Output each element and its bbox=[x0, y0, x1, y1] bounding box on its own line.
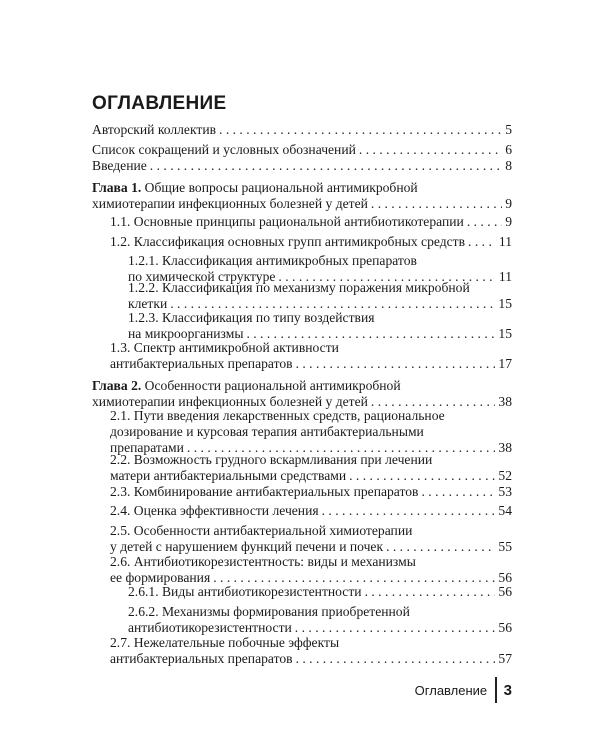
toc-entry-abbreviations[interactable] bbox=[92, 142, 512, 158]
leader-dots bbox=[349, 468, 495, 484]
toc-entry-1-1[interactable] bbox=[110, 214, 512, 230]
toc-entry-2-6-2[interactable] bbox=[128, 604, 512, 636]
toc-entry-title: 2.1. Пути введения лекарственных средств, рациональное bbox=[110, 408, 445, 423]
toc-entry-page: 15 bbox=[498, 326, 512, 341]
leader-dots bbox=[296, 651, 496, 667]
toc-entry-title: 2.4. Оценка эффективности лечения bbox=[110, 503, 319, 518]
toc-entry-title: 2.3. Комбинирование антибактериальных препаратов bbox=[110, 484, 419, 499]
toc-entry-title: 2.6. Антибиотикорезистентность: виды и механизмы bbox=[110, 554, 416, 569]
toc-entry-2-6-1[interactable] bbox=[128, 584, 512, 600]
toc-entry-title-cont: ее формирования bbox=[110, 570, 211, 585]
toc-entry-title: 2.2. Возможность грудного вскармливания при лечении bbox=[110, 452, 433, 467]
leader-dots bbox=[150, 158, 502, 174]
leader-dots bbox=[468, 234, 496, 250]
page-number: 3 bbox=[503, 681, 512, 699]
toc-entry-title: Авторский коллектив bbox=[92, 122, 217, 137]
toc-entry-title: 1.2.2. Классификация по механизму поражения микробной bbox=[128, 280, 470, 295]
chapter-label: Глава 2. bbox=[92, 378, 142, 393]
toc-entry-title-cont: на микроорганизмы bbox=[128, 326, 244, 341]
toc-entry-title-cont: антибактериальных препаратов bbox=[110, 356, 293, 371]
toc-entry-2-3[interactable] bbox=[110, 484, 512, 500]
toc-entry-page: 56 bbox=[498, 570, 512, 585]
page-footer bbox=[415, 678, 512, 702]
toc-entry-title-cont: дозирование и курсовая терапия антибактериальными bbox=[110, 424, 424, 439]
toc-entry-2-5[interactable] bbox=[110, 523, 512, 555]
leader-dots bbox=[296, 356, 496, 372]
toc-entry-title-cont: химиотерапии инфекционных болезней у детей bbox=[92, 196, 368, 211]
toc-entry-title: 2.7. Нежелательные побочные эффекты bbox=[110, 635, 340, 650]
toc-entry-title: 2.6.2. Механизмы формирования приобретенной bbox=[128, 604, 410, 619]
toc-entry-title: Введение bbox=[92, 158, 147, 173]
toc-entry-page: 56 bbox=[498, 620, 512, 635]
toc-entry-page: 53 bbox=[498, 484, 512, 499]
toc-entry-title: Особенности рациональной антимикробной bbox=[141, 378, 401, 393]
toc-entry-1-2-3[interactable] bbox=[128, 310, 512, 342]
toc-entry-chapter-1[interactable] bbox=[92, 180, 512, 212]
footer-divider bbox=[495, 677, 497, 703]
toc-entry-title: 1.3. Спектр антимикробной активности bbox=[110, 340, 339, 355]
toc-entry-authors[interactable] bbox=[92, 122, 512, 138]
toc-entry-introduction[interactable] bbox=[92, 158, 512, 174]
leader-dots bbox=[359, 142, 502, 158]
toc-entry-page: 56 bbox=[498, 584, 512, 599]
page-title: ОГЛАВЛЕНИЕ bbox=[92, 93, 227, 114]
toc-entry-title-cont: химиотерапии инфекционных болезней у детей bbox=[92, 394, 368, 409]
toc-entry-title-cont: клетки bbox=[128, 296, 168, 311]
leader-dots bbox=[467, 214, 502, 230]
toc-entry-title: 1.2.1. Классификация антимикробных препаратов bbox=[128, 253, 417, 268]
toc-entry-title: 1.1. Основные принципы рациональной антибиотикотерапии bbox=[110, 214, 464, 229]
leader-dots bbox=[295, 620, 496, 636]
leader-dots bbox=[371, 196, 502, 212]
toc-entry-title: 2.6.1. Виды антибиотикорезистентности bbox=[128, 584, 362, 599]
toc-entry-page: 9 bbox=[505, 196, 512, 211]
chapter-label: Глава 1. bbox=[92, 180, 142, 195]
toc-entry-page: 55 bbox=[498, 539, 512, 554]
toc-entry-page: 11 bbox=[498, 269, 512, 284]
toc-entry-page: 9 bbox=[505, 214, 512, 229]
toc-entry-2-6[interactable] bbox=[110, 554, 512, 586]
toc-entry-title: Список сокращений и условных обозначений bbox=[92, 142, 356, 157]
toc-entry-chapter-2[interactable] bbox=[92, 378, 512, 410]
toc-entry-1-2-2[interactable] bbox=[128, 280, 512, 312]
toc-entry-title: 1.2. Классификация основных групп антимикробных средств bbox=[110, 234, 466, 249]
toc-entry-1-2[interactable] bbox=[110, 234, 512, 250]
toc-entry-2-4[interactable] bbox=[110, 503, 512, 519]
toc-entry-title-cont: антибактериальных препаратов bbox=[110, 651, 293, 666]
leader-dots bbox=[219, 122, 502, 138]
toc-entry-title-cont: препаратами bbox=[110, 440, 184, 455]
toc-entry-title-cont: у детей с нарушением функций печени и почек bbox=[110, 539, 384, 554]
footer-section-label: Оглавление bbox=[414, 682, 488, 698]
leader-dots bbox=[386, 539, 495, 555]
toc-entry-2-2[interactable] bbox=[110, 452, 512, 484]
toc-entry-page: 52 bbox=[498, 468, 512, 483]
toc-entry-page: 17 bbox=[498, 356, 512, 371]
toc-entry-page: 54 bbox=[498, 503, 512, 518]
toc-entry-title-cont: матери антибактериальными средствами bbox=[110, 468, 347, 483]
toc-entry-2-1[interactable] bbox=[110, 408, 512, 456]
toc-entry-2-7[interactable] bbox=[110, 635, 512, 667]
toc-entry-title-cont: по химической структуре bbox=[128, 269, 276, 284]
toc-entry-page: 57 bbox=[498, 651, 512, 666]
leader-dots bbox=[322, 503, 496, 519]
toc-entry-page: 38 bbox=[498, 394, 512, 409]
toc-entry-page: 5 bbox=[505, 122, 512, 137]
toc-entry-page: 8 bbox=[505, 158, 512, 173]
leader-dots bbox=[421, 484, 495, 500]
toc-entry-page: 38 bbox=[498, 440, 512, 455]
toc-entry-title: 1.2.3. Классификация по типу воздействия bbox=[128, 310, 375, 325]
toc-entry-page: 11 bbox=[498, 234, 512, 249]
toc-entry-title: Общие вопросы рациональной антимикробной bbox=[141, 180, 418, 195]
toc-entry-1-3[interactable] bbox=[110, 340, 512, 372]
toc-entry-page: 6 bbox=[505, 142, 512, 157]
toc-entry-page: 15 bbox=[498, 296, 512, 311]
toc-entry-title: 2.5. Особенности антибактериальной химиотерапии bbox=[110, 523, 413, 538]
toc-entry-title-cont: антибиотикорезистентности bbox=[128, 620, 292, 635]
leader-dots bbox=[365, 584, 496, 600]
